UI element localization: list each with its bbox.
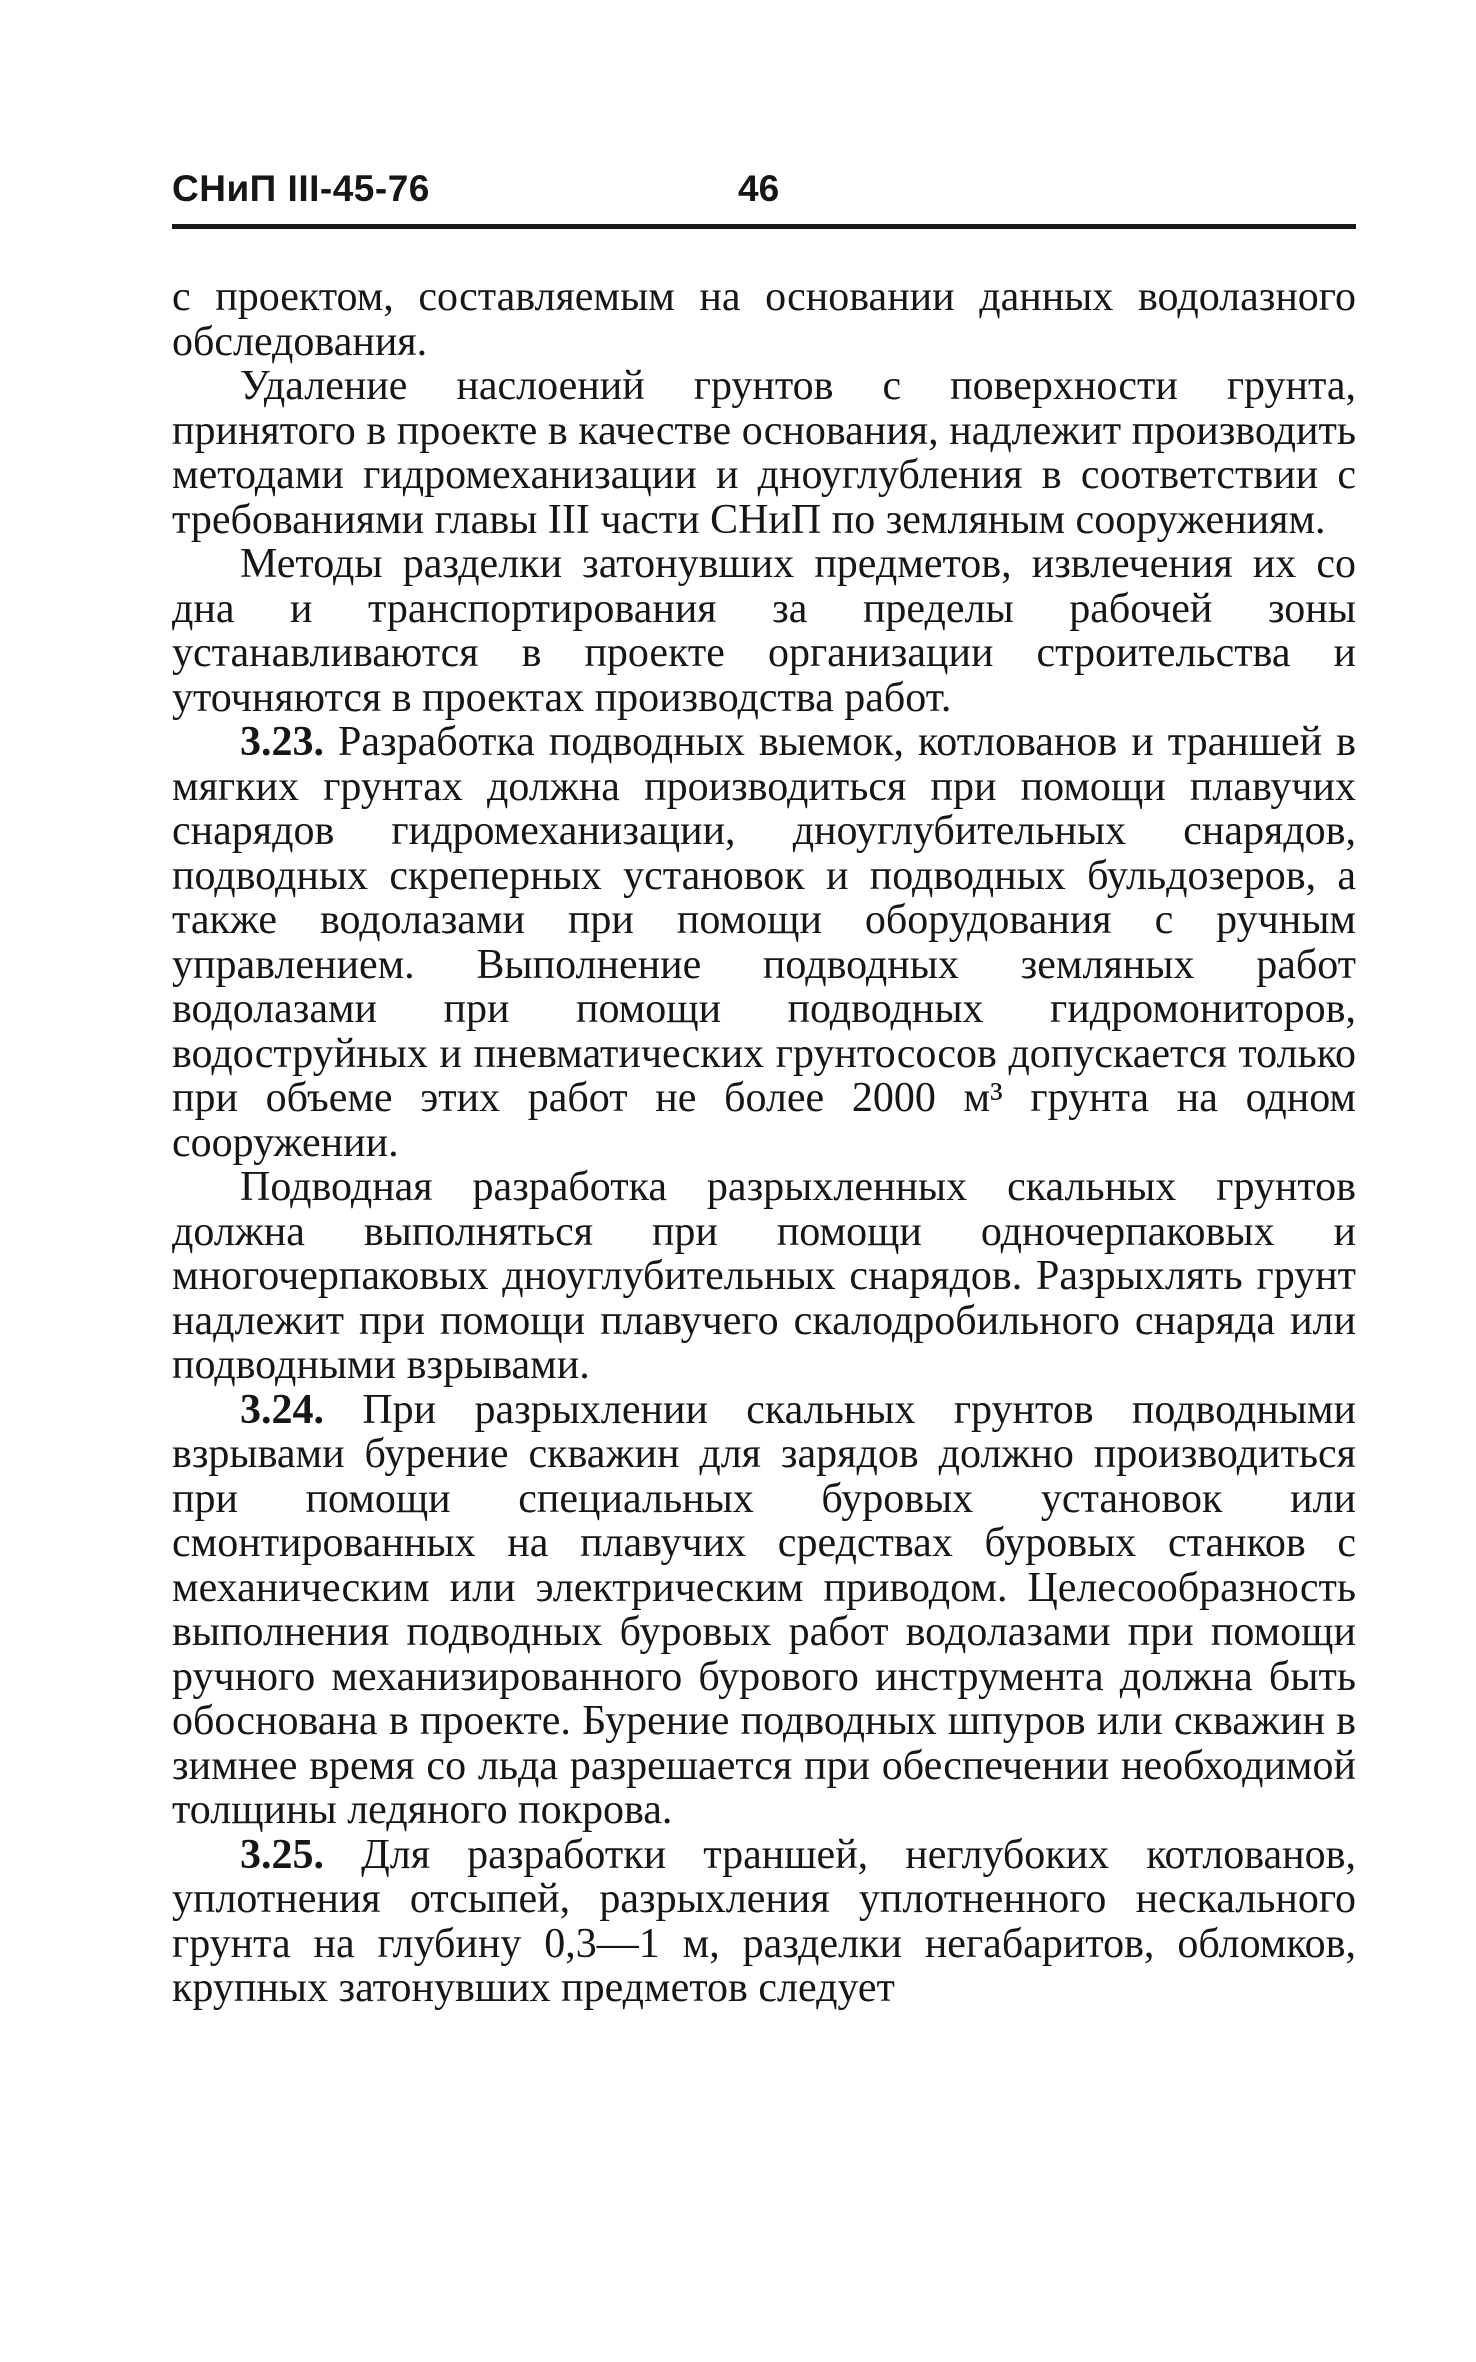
paragraph-text: Удаление наслоений грунтов с поверхности грунта, принятого в проекте в качестве основания, надлежит производить методами гидромеханизации и дноуглубления в соответствии с требованиями главы III части СНиП по земляным сооружениям. (172, 363, 1356, 543)
header-divider (172, 224, 1356, 229)
paragraph-text: Разработка подводных выемок, котлованов и траншей в мягких грунтах должна производиться при помощи плавучих снарядов гидромеханизации, дноуглубительных снарядов, подводных скреперных установок и подводных бульдозеров, а также водолазами при помощи оборудования с ручным управлением. Выполнение подводных земляных работ водолазами при помощи подводных гидромониторов, водоструйных и пневматических грунтососов допускается только при объеме этих работ не более 2000 м³ грунта на одном сооружении. (172, 719, 1356, 1166)
page-number: 46 (738, 168, 780, 209)
page-header (172, 168, 1356, 228)
paragraph (172, 364, 1356, 542)
paragraph-text: При разрыхлении скальных грунтов подводными взрывами бурение скважин для зарядов должно производиться при помощи специальных буровых установок или смонтированных на плавучих средствах буровых станков с механическим или электрическим приводом. Целесообразность выполнения подводных буровых работ водолазами при помощи ручного механизированного бурового инструмента должна быть обоснована в проекте. Бурение подводных шпуров или скважин в зимнее время со льда разрешается при обеспечении необходимой толщины ледяного покрова. (172, 1386, 1357, 1833)
clause-number: 3.24. (240, 1386, 324, 1433)
document-code: СНиП III-45-76 (172, 168, 430, 209)
paragraph-clause-3-25 (172, 1833, 1356, 2011)
paragraph-clause-3-23 (172, 720, 1356, 1165)
clause-number: 3.25. (240, 1831, 324, 1878)
paragraph (172, 275, 1356, 364)
body-text (172, 275, 1356, 2011)
paragraph-text: Для разработки траншей, неглубоких котлованов, уплотнения отсыпей, разрыхления уплотненного нескального грунта на глубину 0,3—1 м, разделки негабаритов, обломков, крупных затонувших предметов следует (172, 1831, 1356, 2011)
paragraph-text: с проектом, составляемым на основании данных водолазного обследования. (172, 274, 1356, 365)
clause-number: 3.23. (240, 719, 324, 765)
paragraph-text: Методы разделки затонувших предметов, извлечения их со дна и транспортирования за пределы рабочей зоны устанавливаются в проекте организации строительства и уточняются в проектах производства работ. (172, 541, 1356, 721)
paragraph-clause-3-24 (172, 1388, 1356, 1833)
paragraph (172, 542, 1356, 720)
paragraph-text: Подводная разработка разрыхленных скальных грунтов должна выполняться при помощи одночерпаковых и многочерпаковых дноуглубительных снарядов. Разрыхлять грунт надлежит при помощи плавучего скалодробильного снаряда или подводными взрывами. (172, 1164, 1356, 1388)
paragraph (172, 1165, 1356, 1388)
